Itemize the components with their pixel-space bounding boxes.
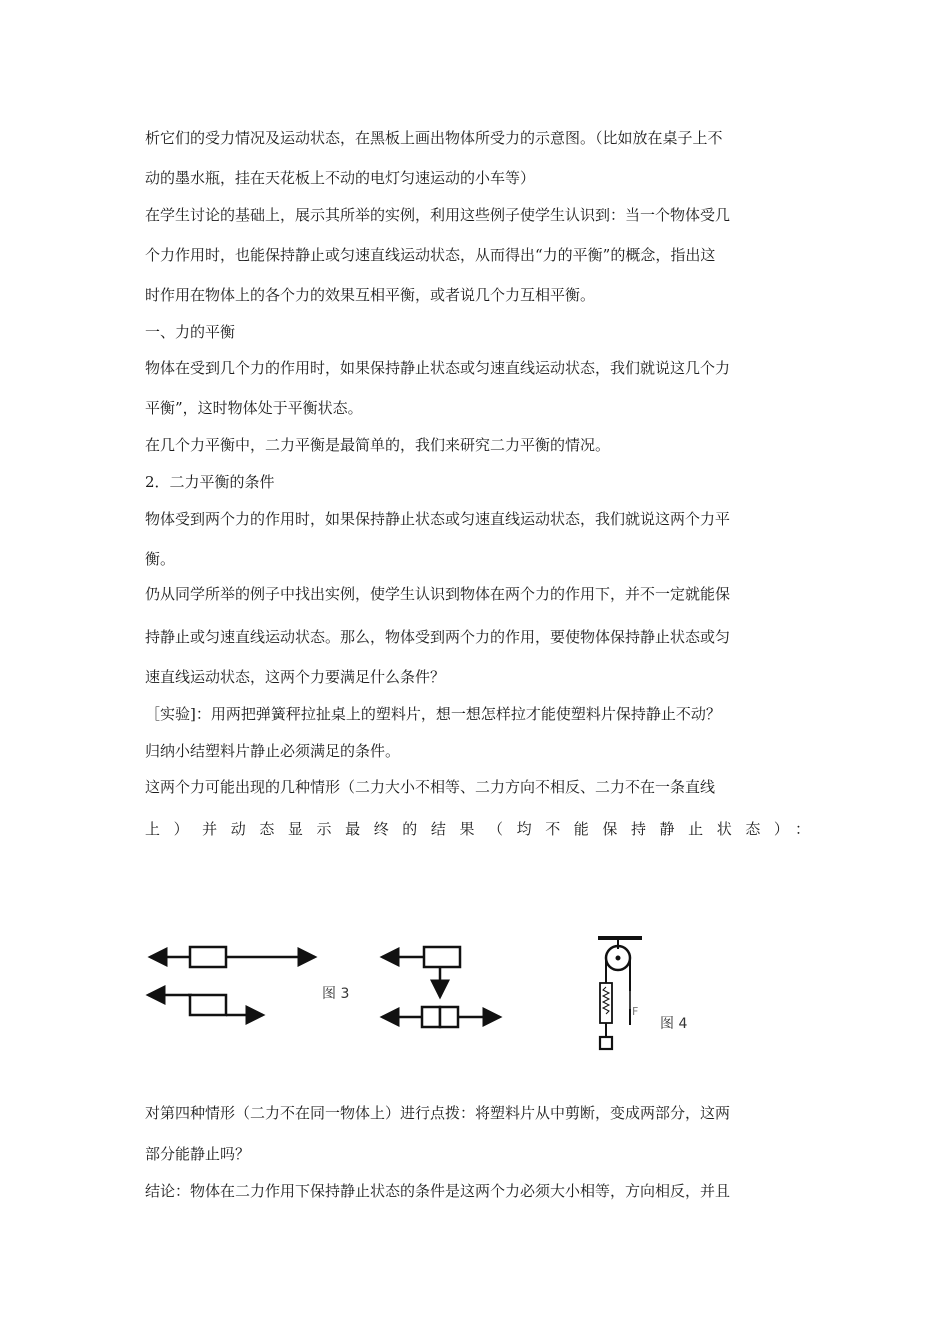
paragraph-line: 结论：物体在二力作用下保持静止状态的条件是这两个力必须大小相等，方向相反，并且 — [145, 1182, 731, 1200]
paragraph-line: 对第四种情形（二力不在同一物体上）进行点拨：将塑料片从中剪断，变成两部分，这两 — [145, 1104, 731, 1122]
paragraph-line: 动的墨水瓶，挂在天花板上不动的电灯匀速运动的小车等） — [145, 169, 536, 187]
diagram-two-bodies — [382, 1007, 500, 1027]
section-heading: 2．二力平衡的条件 — [145, 473, 275, 491]
figure-label: 图 4 — [660, 1016, 688, 1032]
paragraph-line: 归纳小结塑料片静止必须满足的条件。 — [145, 742, 401, 760]
diagram-pulley-spring-scale — [598, 938, 642, 1049]
force-diagrams — [140, 925, 700, 1060]
paragraph-line: 析它们的受力情况及运动状态，在黑板上画出物体所受力的示意图。（比如放在桌子上不 — [145, 129, 723, 147]
force-label: F — [632, 1005, 639, 1018]
section-heading: 一、力的平衡 — [145, 323, 236, 341]
diagram-unequal-forces — [150, 947, 315, 967]
paragraph-line: 速直线运动状态，这两个力要满足什么条件？ — [145, 668, 446, 686]
paragraph-line: 平衡”，这时物体处于平衡状态。 — [145, 399, 363, 417]
paragraph-line: 在学生讨论的基础上，展示其所举的实例，利用这些例子使学生认识到：当一个物体受几 — [145, 206, 731, 224]
paragraph-line: 时作用在物体上的各个力的效果互相平衡，或者说几个力互相平衡。 — [145, 286, 596, 304]
paragraph-line: 持静止或匀速直线运动状态。那么，物体受到两个力的作用，要使物体保持静止状态或匀 — [145, 628, 731, 646]
paragraph-line: 个力作用时，也能保持静止或匀速直线运动状态，从而得出“力的平衡”的概念，指出这 — [145, 246, 716, 264]
paragraph-line: 衡。 — [145, 550, 176, 568]
paragraph-line: 物体受到两个力的作用时，如果保持静止状态或匀速直线运动状态，我们就说这两个力平 — [145, 510, 731, 528]
diagram-perpendicular-forces — [382, 947, 460, 997]
figure-label: 图 3 — [322, 986, 350, 1002]
paragraph-line: 物体在受到几个力的作用时，如果保持静止状态或匀速直线运动状态，我们就说这几个力 — [145, 359, 731, 377]
paragraph-line: 部分能静止吗？ — [145, 1145, 251, 1163]
paragraph-line: 仍从同学所举的例子中找出实例，使学生认识到物体在两个力的作用下，并不一定就能保 — [145, 585, 731, 603]
diagram-offset-forces — [148, 995, 263, 1015]
paragraph-line: 上）并动态显示最终的结果（均不能保持静止状态）： — [145, 820, 810, 838]
paragraph-line: ［实验]：用两把弹簧秤拉扯桌上的塑料片，想一想怎样拉才能使塑料片保持静止不动？ — [145, 705, 721, 723]
paragraph-line: 在几个力平衡中，二力平衡是最简单的，我们来研究二力平衡的情况。 — [145, 436, 611, 454]
paragraph-line: 这两个力可能出现的几种情形（二力大小不相等、二力方向不相反、二力不在一条直线 — [145, 778, 716, 796]
